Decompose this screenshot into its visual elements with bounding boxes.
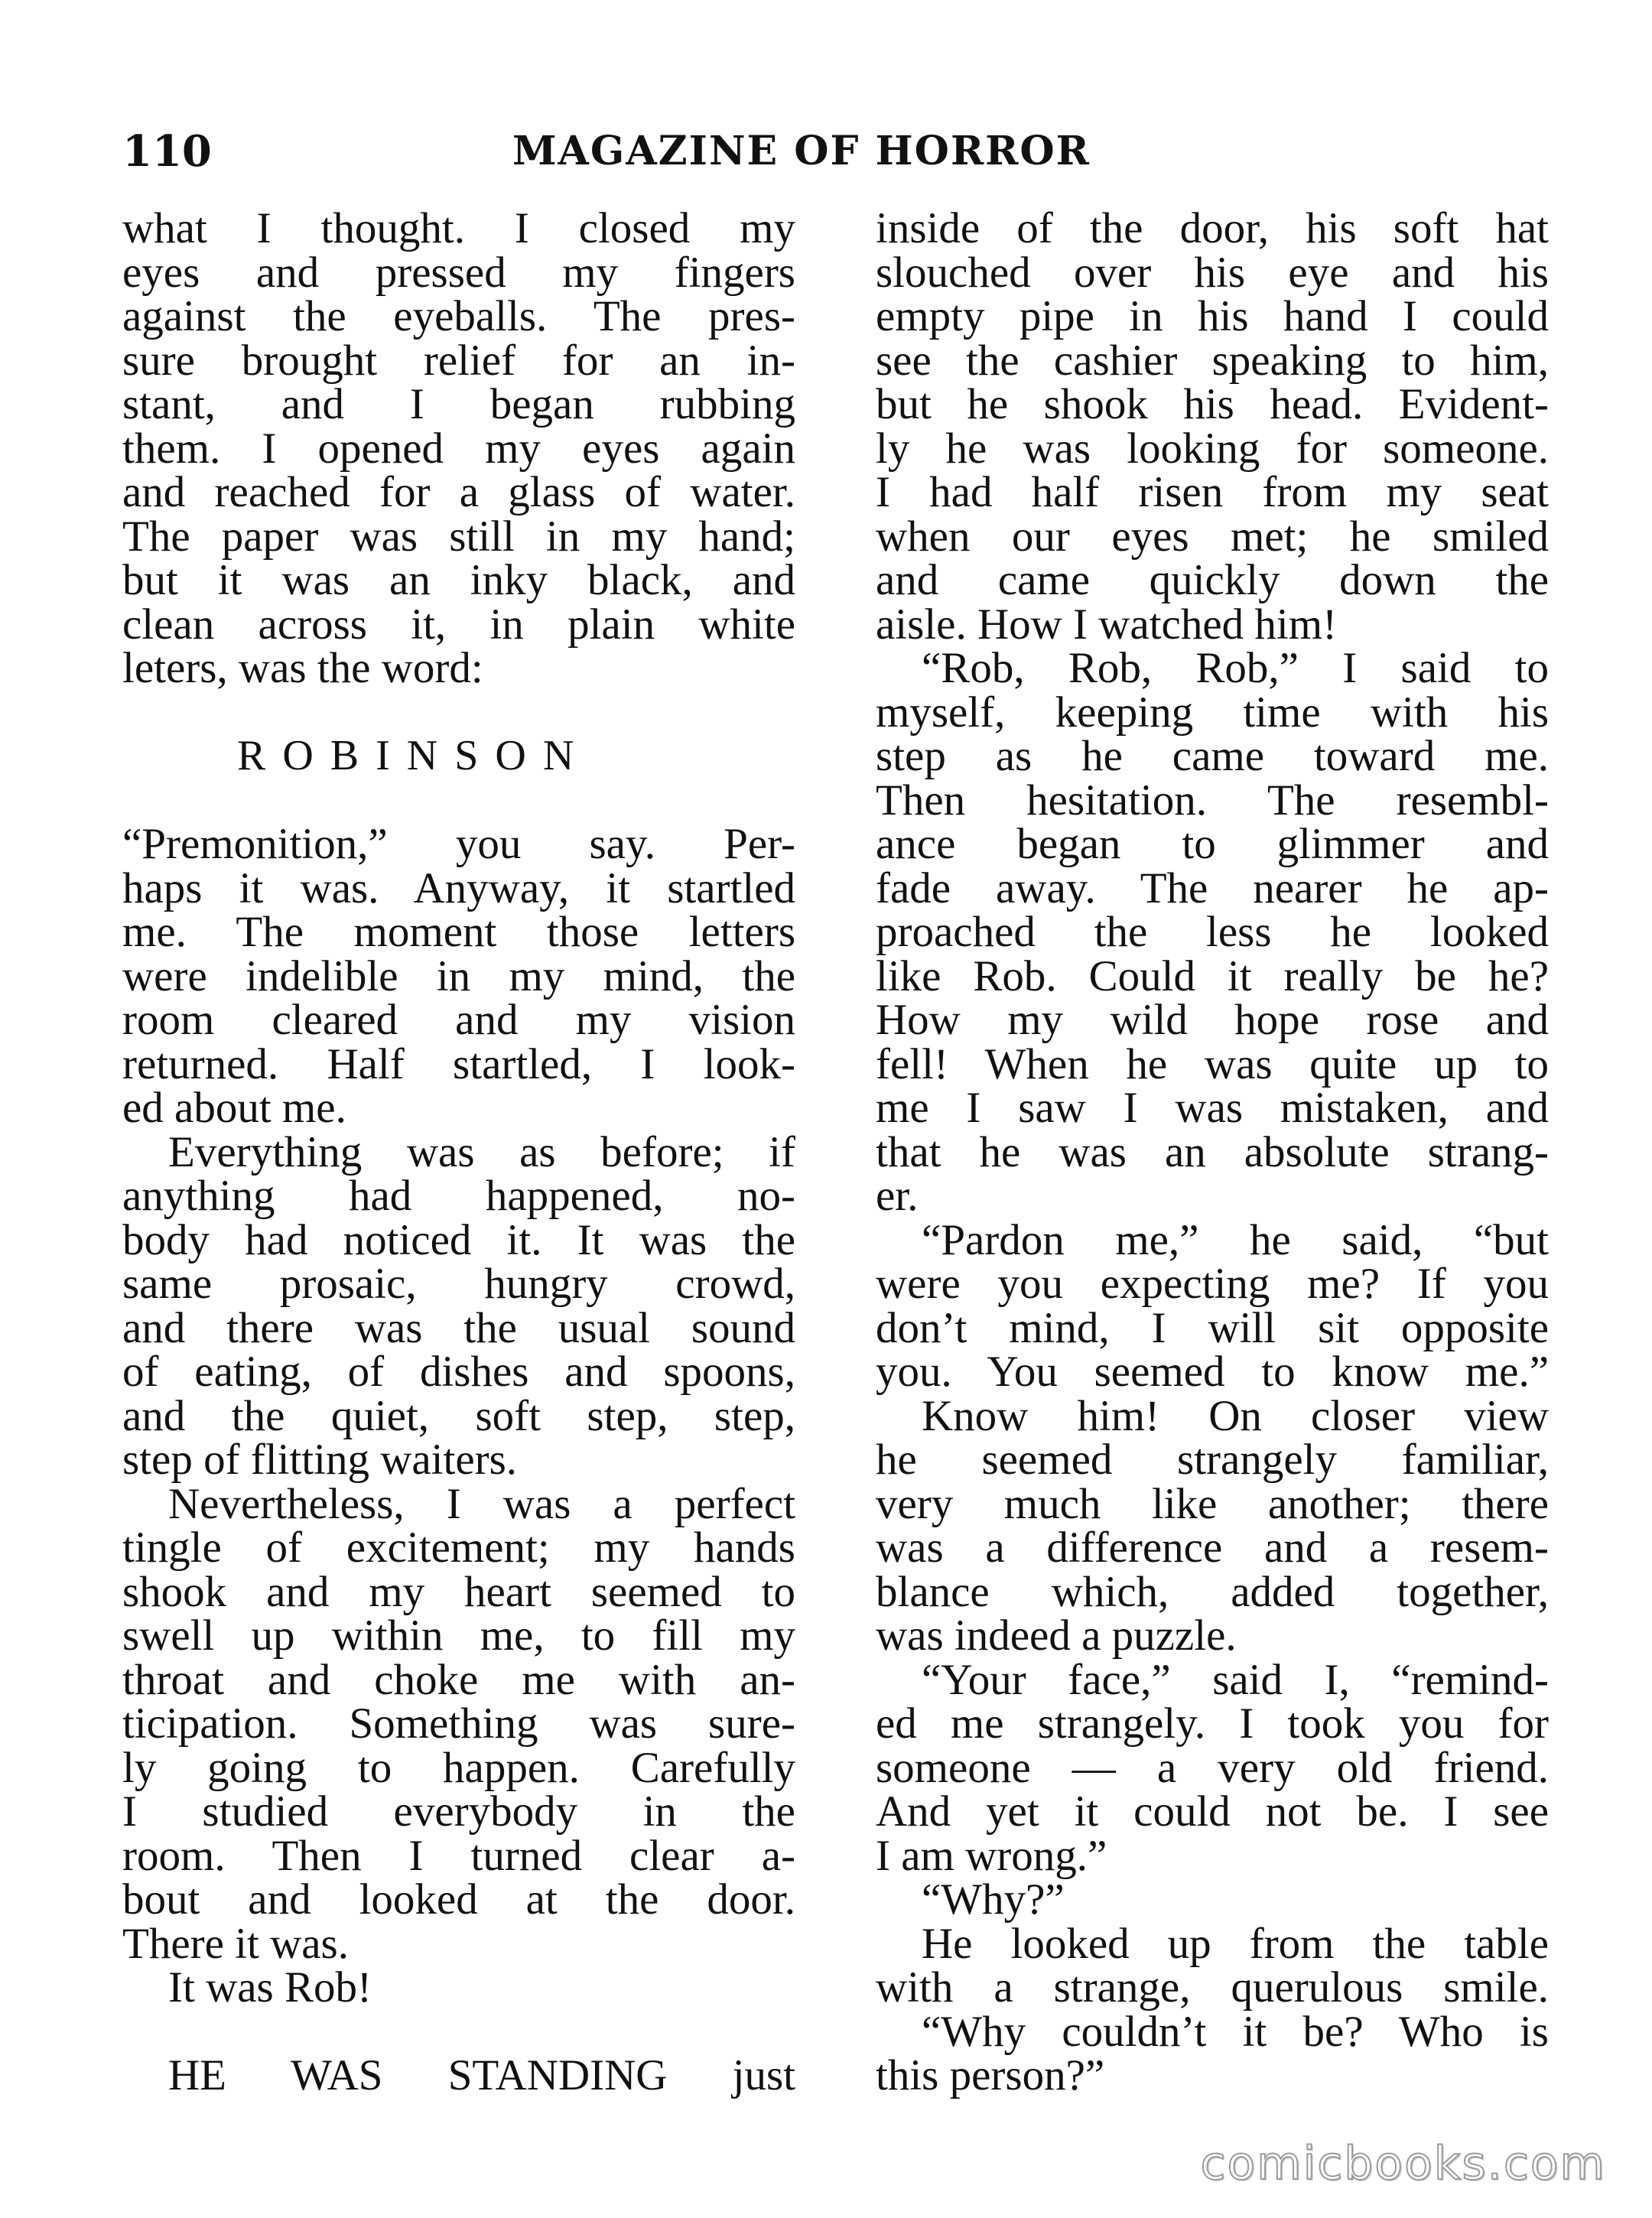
text-line: and the quiet, soft step, step, <box>122 1391 795 1440</box>
text-line: room. Then I turned clear a- <box>122 1831 795 1880</box>
text-line: empty pipe in his hand I could <box>876 292 1549 340</box>
text-line: step of flitting waiters. <box>122 1436 518 1484</box>
paragraph-spacer <box>122 779 795 823</box>
left-text-column <box>122 204 795 2099</box>
text-line: inside of the door, his soft hat <box>876 204 1549 252</box>
text-line: returned. Half startled, I look- <box>122 1039 795 1088</box>
text-line: slouched over his eye and his <box>876 248 1549 297</box>
text-line: ticipation. Something was sure- <box>122 1699 795 1748</box>
text-line: ance began to glimmer and <box>876 820 1549 868</box>
text-line: and there was the usual sound <box>122 1303 795 1352</box>
text-line: when our eyes met; he smiled <box>876 512 1549 561</box>
text-line: Then hesitation. The resembl- <box>876 776 1549 824</box>
paragraph-first-line: “Pardon me,” he said, “but <box>922 1215 1549 1264</box>
text-line: fade away. The nearer he ap- <box>876 863 1549 912</box>
paragraph-spacer <box>122 2010 795 2054</box>
text-line: tingle of excitement; my hands <box>122 1524 795 1572</box>
text-line: I am wrong.” <box>876 1831 1107 1880</box>
text-line: swell up within me, to fill my <box>122 1611 795 1660</box>
text-line: room cleared and my vision <box>122 996 795 1044</box>
text-line: against the eyeballs. The pres- <box>122 292 795 340</box>
text-line: There it was. <box>122 1919 349 1968</box>
text-line: I studied everybody in the <box>122 1787 795 1836</box>
text-line: very much like another; there <box>876 1479 1549 1528</box>
text-line: but he shook his head. Evident- <box>876 380 1549 428</box>
text-line: and came quickly down the <box>876 556 1549 604</box>
text-line: ly he was looking for someone. <box>876 424 1549 473</box>
text-line: me. The moment those letters <box>122 908 795 956</box>
paragraph-first-line: “Rob, Rob, Rob,” I said to <box>922 644 1549 692</box>
text-line: body had noticed it. It was the <box>122 1215 795 1264</box>
text-line: this person?” <box>876 2051 1105 2099</box>
text-line: someone — a very old friend. <box>876 1743 1549 1792</box>
text-line: ly going to happen. Carefully <box>122 1743 795 1792</box>
text-line: them. I opened my eyes again <box>122 424 795 473</box>
text-line: step as he came toward me. <box>876 732 1549 780</box>
paragraph-first-line: “Why couldn’t it be? Who is <box>922 2007 1549 2056</box>
paragraph-first-line: “Your face,” said I, “remind- <box>922 1655 1549 1704</box>
page-number: 110 <box>122 126 212 177</box>
text-line: with a strange, querulous smile. <box>876 1963 1549 2011</box>
text-line: How my wild hope rose and <box>876 996 1549 1044</box>
text-line: And yet it could not be. I see <box>876 1787 1549 1836</box>
text-line: haps it was. Anyway, it startled <box>122 863 795 912</box>
text-line: and reached for a glass of water. <box>122 468 795 516</box>
text-line: he seemed strangely familiar, <box>876 1436 1549 1484</box>
text-line: aisle. How I watched him! <box>876 600 1338 649</box>
text-line: ed me strangely. I took you for <box>876 1699 1549 1748</box>
text-line: anything had happened, no- <box>122 1172 795 1220</box>
paragraph-first-line: Know him! On closer view <box>922 1391 1549 1440</box>
text-line: was indeed a puzzle. <box>876 1611 1237 1660</box>
text-line: ed about me. <box>122 1084 346 1132</box>
paragraph-first-line: It was Rob! <box>168 1963 372 2011</box>
text-line: was a difference and a resem- <box>876 1524 1549 1572</box>
running-title: MAGAZINE OF HORROR <box>512 128 1091 174</box>
paragraph-first-line: HE WAS STANDING just <box>168 2051 795 2099</box>
text-line: stant, and I began rubbing <box>122 380 795 428</box>
text-line: “Premonition,” you say. Per- <box>122 820 795 868</box>
paragraph-first-line: Everything was as before; if <box>168 1127 795 1176</box>
text-line: fell! When he was quite up to <box>876 1039 1549 1088</box>
text-line: but it was an inky black, and <box>122 556 795 604</box>
text-line: leters, was the word: <box>122 644 483 692</box>
text-line: me I saw I was mistaken, and <box>876 1084 1549 1132</box>
text-line: clean across it, in plain white <box>122 600 795 649</box>
text-line: myself, keeping time with his <box>876 688 1549 737</box>
text-line: you. You seemed to know me.” <box>876 1348 1549 1396</box>
text-line: proached the less he looked <box>876 908 1549 956</box>
text-line: bout and looked at the door. <box>122 1875 795 1924</box>
paragraph-first-line: Nevertheless, I was a perfect <box>168 1479 795 1528</box>
text-line: don’t mind, I will sit opposite <box>876 1303 1549 1352</box>
text-line: The paper was still in my hand; <box>122 512 795 561</box>
paragraph-first-line: “Why?” <box>922 1875 1065 1924</box>
text-line: that he was an absolute strang- <box>876 1127 1549 1176</box>
text-line: what I thought. I closed my <box>122 204 795 252</box>
section-word: ROBINSON <box>237 732 591 779</box>
text-line: were indelible in my mind, the <box>122 951 795 1000</box>
text-line: I had half risen from my seat <box>876 468 1549 516</box>
paragraph-first-line: He looked up from the table <box>922 1919 1549 1968</box>
text-line: sure brought relief for an in- <box>122 336 795 385</box>
paragraph-spacer <box>122 691 795 735</box>
text-line: eyes and pressed my fingers <box>122 248 795 297</box>
watermark: comicbooks.com <box>1200 2137 1606 2190</box>
text-line: shook and my heart seemed to <box>122 1567 795 1616</box>
text-line: see the cashier speaking to him, <box>876 336 1549 385</box>
text-line: er. <box>876 1172 919 1220</box>
text-line: of eating, of dishes and spoons, <box>122 1348 795 1396</box>
text-line: were you expecting me? If you <box>876 1260 1549 1308</box>
text-line: throat and choke me with an- <box>122 1655 795 1704</box>
text-line: blance which, added together, <box>876 1567 1549 1616</box>
page-header <box>122 121 1545 182</box>
text-line: like Rob. Could it really be he? <box>876 951 1549 1000</box>
right-text-column <box>876 204 1549 2099</box>
text-line: same prosaic, hungry crowd, <box>122 1260 795 1308</box>
